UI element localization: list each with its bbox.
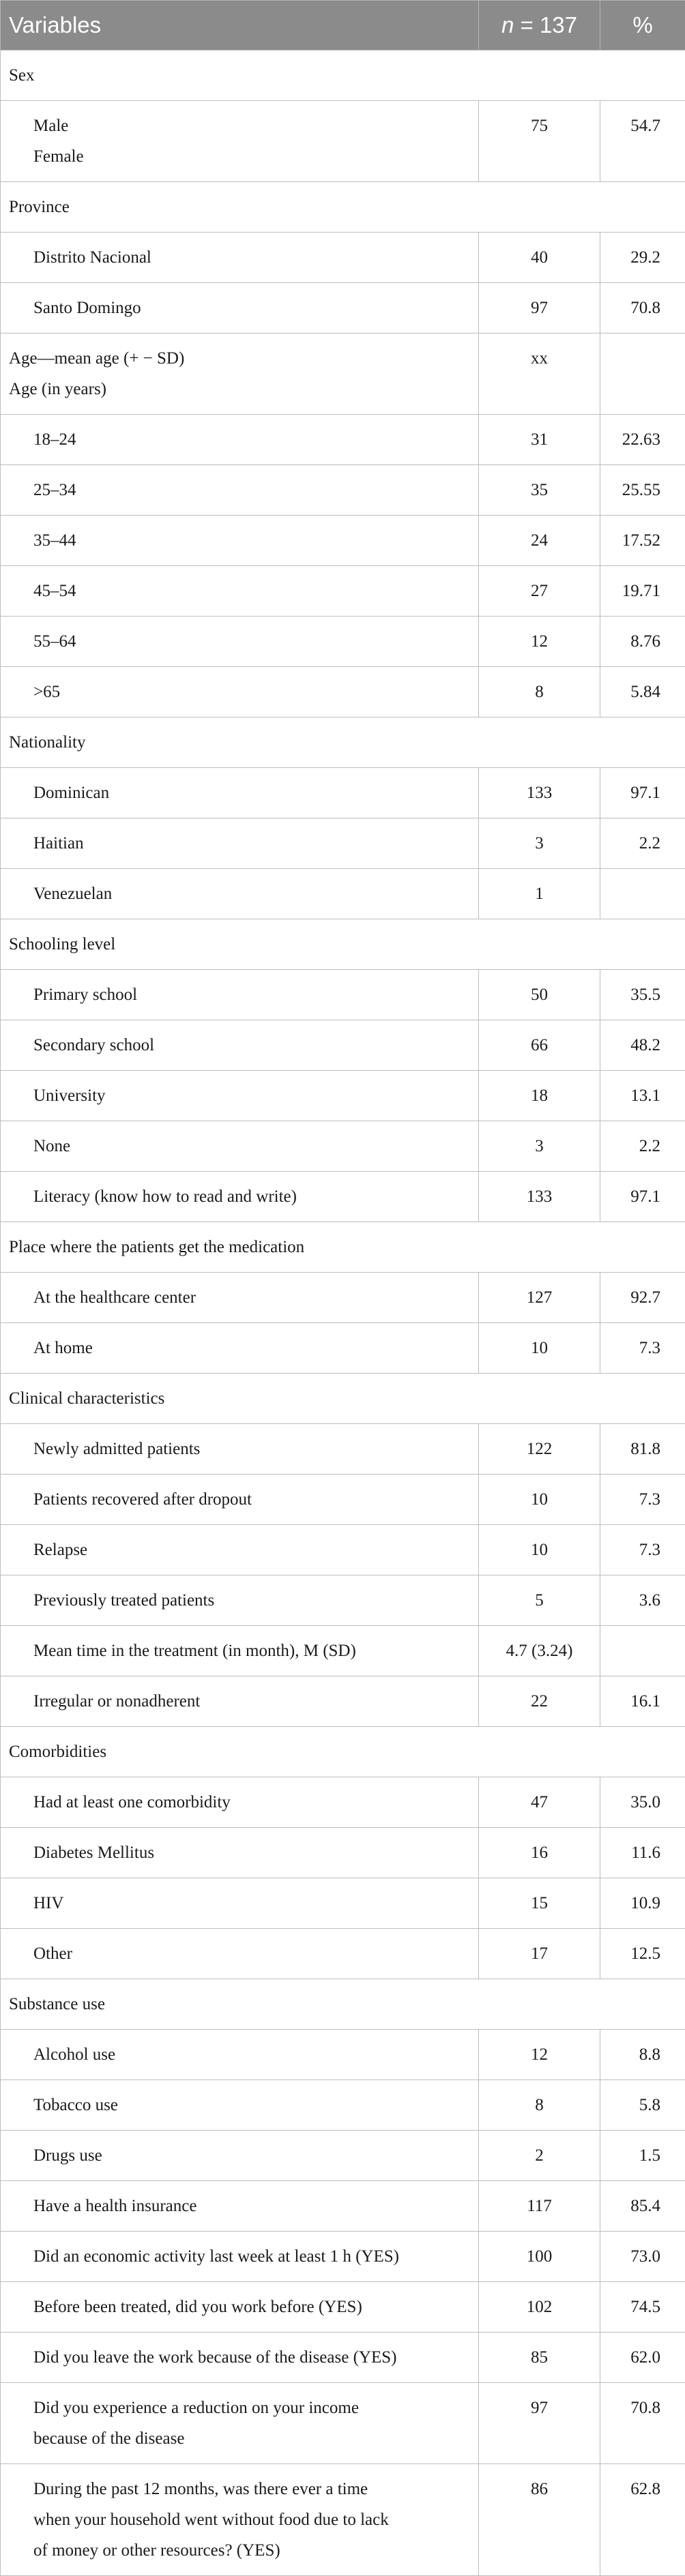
variable-label: Haitian: [33, 828, 470, 859]
percent-cell: 25.55: [600, 465, 685, 516]
variable-label: Alcohol use: [33, 2039, 470, 2070]
variable-label: 45–54: [33, 576, 470, 606]
variable-cell: [1, 233, 479, 283]
variable-label: because of the disease: [33, 2423, 470, 2454]
percent-cell: 7.3: [600, 1525, 685, 1575]
variable-cell: [1, 334, 479, 415]
percent-cell: 22.63: [600, 415, 685, 465]
count-cell: 2: [479, 2131, 600, 2181]
variable-cell: [1, 1172, 479, 1222]
percent-cell: 17.52: [600, 516, 685, 566]
variable-cell: [1, 1273, 479, 1323]
header-row: [1, 1, 685, 50]
variable-cell: [1, 1929, 479, 1979]
variable-label: During the past 12 months, was there ever a time: [33, 2474, 470, 2504]
percent-cell: 12.5: [600, 1929, 685, 1979]
variable-cell: [1, 566, 479, 617]
percent-cell: 70.8: [600, 283, 685, 334]
variable-label: Did an economic activity last week at least 1 h (YES): [33, 2241, 470, 2272]
count-cell: 27: [479, 566, 600, 617]
variable-label: Previously treated patients: [33, 1585, 470, 1616]
variable-label: Female: [33, 141, 470, 172]
table-row: [1, 2030, 685, 2080]
variable-label: Sex: [9, 60, 677, 91]
table-row: [1, 1121, 685, 1172]
percent-cell: 5.84: [600, 667, 685, 717]
table-row: [1, 2383, 685, 2464]
percent-cell: 29.2: [600, 233, 685, 283]
section-row: [1, 919, 685, 970]
table-row: [1, 1273, 685, 1323]
variable-label: of money or other resources? (YES): [33, 2535, 470, 2566]
variable-label: Drugs use: [33, 2140, 470, 2171]
percent-cell: 70.8: [600, 2383, 685, 2464]
table-row: [1, 768, 685, 818]
variable-label: 35–44: [33, 525, 470, 556]
variable-label: Male: [33, 110, 470, 141]
variable-label: Place where the patients get the medication: [9, 1232, 677, 1262]
variable-cell: [1, 2383, 479, 2464]
variable-cell: [1, 1071, 479, 1121]
variable-label: Secondary school: [33, 1030, 470, 1061]
table-row: [1, 516, 685, 566]
variable-label: Venezuelan: [33, 878, 470, 909]
table-row: [1, 1676, 685, 1727]
variable-label: Did you experience a reduction on your income: [33, 2393, 470, 2423]
variable-label: Have a health insurance: [33, 2191, 470, 2221]
count-cell: 3: [479, 1121, 600, 1172]
count-cell: 117: [479, 2181, 600, 2232]
variable-cell: [1, 2131, 479, 2181]
variable-label: Patients recovered after dropout: [33, 1484, 470, 1515]
count-cell: 47: [479, 1777, 600, 1828]
percent-cell: 10.9: [600, 1878, 685, 1929]
variable-label: 18–24: [33, 424, 470, 455]
percent-cell: 85.4: [600, 2181, 685, 2232]
variable-label: Distrito Nacional: [33, 242, 470, 273]
variable-cell: [1, 818, 479, 869]
count-cell: 100: [479, 2232, 600, 2282]
count-cell: 10: [479, 1475, 600, 1525]
table-row: [1, 1828, 685, 1878]
variable-label: Literacy (know how to read and write): [33, 1181, 470, 1212]
count-cell: 22: [479, 1676, 600, 1727]
table-row: [1, 1071, 685, 1121]
variable-label: when your household went without food due to lack: [33, 2504, 470, 2535]
count-cell: 133: [479, 768, 600, 818]
section-row: [1, 50, 685, 101]
count-cell: 3: [479, 818, 600, 869]
variable-cell: [1, 516, 479, 566]
variable-cell: [1, 2232, 479, 2282]
count-cell: 12: [479, 2030, 600, 2080]
percent-cell: 11.6: [600, 1828, 685, 1878]
variable-label: 25–34: [33, 475, 470, 505]
section-row: [1, 334, 685, 415]
count-cell: 40: [479, 233, 600, 283]
variable-label: None: [33, 1131, 470, 1161]
table-row: [1, 1172, 685, 1222]
variable-label: HIV: [33, 1888, 470, 1919]
count-cell: 102: [479, 2282, 600, 2333]
table-row: [1, 465, 685, 516]
variable-label: Primary school: [33, 979, 470, 1010]
count-cell: 122: [479, 1424, 600, 1475]
percent-cell: 7.3: [600, 1323, 685, 1374]
header-variables: Variables: [1, 1, 479, 50]
count-cell: 31: [479, 415, 600, 465]
variable-cell: [1, 970, 479, 1020]
table-row: [1, 1475, 685, 1525]
percent-cell: 62.0: [600, 2333, 685, 2383]
variable-cell: [1, 2080, 479, 2131]
percent-cell: 19.71: [600, 566, 685, 617]
table-row: [1, 2131, 685, 2181]
count-cell: 5: [479, 1575, 600, 1626]
variable-cell: [1, 2464, 479, 2576]
count-cell: 8: [479, 667, 600, 717]
table-header: [1, 1, 685, 50]
variable-cell: [1, 768, 479, 818]
table-row: [1, 566, 685, 617]
variable-cell: [1, 283, 479, 334]
variable-cell: [1, 465, 479, 516]
count-cell: 97: [479, 283, 600, 334]
table-row: [1, 101, 685, 182]
percent-cell: 1.5: [600, 2131, 685, 2181]
table-row: [1, 1777, 685, 1828]
table-row: [1, 970, 685, 1020]
variable-cell: [1, 2181, 479, 2232]
percent-cell: 81.8: [600, 1424, 685, 1475]
variable-label: Substance use: [9, 1989, 677, 2019]
variable-cell: [1, 1121, 479, 1172]
variable-label: Nationality: [9, 727, 677, 758]
table-body: [1, 50, 685, 2576]
percent-cell: 48.2: [600, 1020, 685, 1071]
variable-cell: [1, 1222, 685, 1273]
variable-label: Irregular or nonadherent: [33, 1686, 470, 1717]
variable-label: Dominican: [33, 778, 470, 808]
variable-label: At the healthcare center: [33, 1282, 470, 1313]
section-row: [1, 717, 685, 768]
table-row: [1, 2464, 685, 2576]
variable-label: Schooling level: [9, 929, 677, 960]
count-cell: 75: [479, 101, 600, 182]
table-row: [1, 233, 685, 283]
variable-cell: [1, 1020, 479, 1071]
table-row: [1, 1878, 685, 1929]
percent-cell: 73.0: [600, 2232, 685, 2282]
percent-cell: 97.1: [600, 768, 685, 818]
variable-cell: [1, 101, 479, 182]
count-cell: 85: [479, 2333, 600, 2383]
count-cell: 10: [479, 1525, 600, 1575]
percent-cell: [600, 869, 685, 919]
table-row: [1, 2181, 685, 2232]
table-row: [1, 2232, 685, 2282]
variable-label: >65: [33, 677, 470, 707]
variable-cell: [1, 717, 685, 768]
variable-cell: [1, 667, 479, 717]
table-row: [1, 2080, 685, 2131]
variable-label: University: [33, 1080, 470, 1111]
variable-cell: [1, 1828, 479, 1878]
variable-label: Province: [9, 192, 677, 222]
variable-label: Mean time in the treatment (in month), M (SD): [33, 1635, 470, 1666]
percent-cell: 97.1: [600, 1172, 685, 1222]
header-n: [479, 1, 600, 50]
table-row: [1, 415, 685, 465]
variable-cell: [1, 415, 479, 465]
percent-cell: 2.2: [600, 1121, 685, 1172]
variable-cell: [1, 1727, 685, 1777]
variable-label: Age (in years): [9, 374, 470, 404]
variable-cell: [1, 869, 479, 919]
variable-label: Other: [33, 1938, 470, 1969]
variable-label: Clinical characteristics: [9, 1383, 677, 1414]
header-percent: %: [600, 1, 685, 50]
count-cell: 18: [479, 1071, 600, 1121]
percent-cell: 13.1: [600, 1071, 685, 1121]
count-cell: xx: [479, 334, 600, 415]
table-row: [1, 1929, 685, 1979]
header-n-italic: n: [501, 12, 514, 38]
variable-label: Before been treated, did you work before (YES): [33, 2292, 470, 2322]
table-row: [1, 1424, 685, 1475]
count-cell: 127: [479, 1273, 600, 1323]
count-cell: 1: [479, 869, 600, 919]
variable-cell: [1, 1525, 479, 1575]
count-cell: 15: [479, 1878, 600, 1929]
variable-cell: [1, 1424, 479, 1475]
variable-cell: [1, 1676, 479, 1727]
percent-cell: 8.76: [600, 617, 685, 667]
percent-cell: 35.0: [600, 1777, 685, 1828]
section-row: [1, 1374, 685, 1424]
variable-label: At home: [33, 1333, 470, 1363]
variable-label: 55–64: [33, 626, 470, 657]
variable-cell: [1, 2030, 479, 2080]
variable-label: Tobacco use: [33, 2090, 470, 2120]
count-cell: 133: [479, 1172, 600, 1222]
variable-label: Newly admitted patients: [33, 1434, 470, 1464]
percent-cell: 5.8: [600, 2080, 685, 2131]
variable-cell: [1, 1878, 479, 1929]
variable-cell: [1, 1475, 479, 1525]
table-row: [1, 617, 685, 667]
count-cell: 35: [479, 465, 600, 516]
percent-cell: 92.7: [600, 1273, 685, 1323]
percent-cell: [600, 334, 685, 415]
variable-label: Did you leave the work because of the disease (YES): [33, 2342, 470, 2373]
variable-cell: [1, 1626, 479, 1676]
table-row: [1, 1020, 685, 1071]
count-cell: 4.7 (3.24): [479, 1626, 600, 1676]
variable-label: Relapse: [33, 1535, 470, 1565]
section-row: [1, 1727, 685, 1777]
variable-label: Comorbidities: [9, 1736, 677, 1767]
variable-label: Had at least one comorbidity: [33, 1787, 470, 1818]
count-cell: 17: [479, 1929, 600, 1979]
count-cell: 50: [479, 970, 600, 1020]
count-cell: 10: [479, 1323, 600, 1374]
count-cell: 66: [479, 1020, 600, 1071]
table-row: [1, 2282, 685, 2333]
section-row: [1, 1979, 685, 2030]
table-row: [1, 1323, 685, 1374]
section-row: [1, 1222, 685, 1273]
table-row: [1, 1626, 685, 1676]
variable-cell: [1, 2333, 479, 2383]
count-cell: 8: [479, 2080, 600, 2131]
percent-cell: 2.2: [600, 818, 685, 869]
percent-cell: 74.5: [600, 2282, 685, 2333]
count-cell: 97: [479, 2383, 600, 2464]
variable-label: Age—mean age (+ − SD): [9, 343, 470, 374]
percent-cell: 62.8: [600, 2464, 685, 2576]
count-cell: 86: [479, 2464, 600, 2576]
percent-cell: [600, 1626, 685, 1676]
table-row: [1, 1575, 685, 1626]
percent-cell: 8.8: [600, 2030, 685, 2080]
percent-cell: 16.1: [600, 1676, 685, 1727]
percent-cell: 7.3: [600, 1475, 685, 1525]
variable-cell: [1, 1575, 479, 1626]
count-cell: 12: [479, 617, 600, 667]
table-row: [1, 818, 685, 869]
variable-cell: [1, 1323, 479, 1374]
section-row: [1, 182, 685, 233]
table-row: [1, 283, 685, 334]
variable-label: Diabetes Mellitus: [33, 1837, 470, 1868]
variable-label: Santo Domingo: [33, 293, 470, 323]
variable-cell: [1, 1374, 685, 1424]
variable-cell: [1, 919, 685, 970]
variable-cell: [1, 182, 685, 233]
table-row: [1, 2333, 685, 2383]
percent-cell: 54.7: [600, 101, 685, 182]
table-row: [1, 1525, 685, 1575]
table-row: [1, 869, 685, 919]
percent-cell: 35.5: [600, 970, 685, 1020]
header-n-value: = 137: [514, 12, 577, 38]
table-row: [1, 667, 685, 717]
count-cell: 16: [479, 1828, 600, 1878]
variable-cell: [1, 1979, 685, 2030]
variable-cell: [1, 1777, 479, 1828]
percent-cell: 3.6: [600, 1575, 685, 1626]
variable-cell: [1, 50, 685, 101]
variable-cell: [1, 617, 479, 667]
count-cell: 24: [479, 516, 600, 566]
variable-cell: [1, 2282, 479, 2333]
